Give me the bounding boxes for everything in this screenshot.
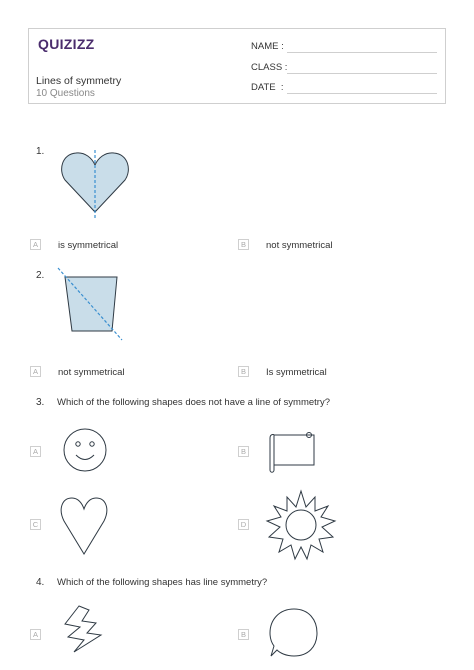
q2-option-b-box[interactable]: B	[238, 366, 249, 377]
q2-option-a-text[interactable]: not symmetrical	[58, 367, 125, 378]
q3-option-d-box[interactable]: D	[238, 519, 249, 530]
q3-option-c-box[interactable]: C	[30, 519, 41, 530]
lightning-bolt-icon[interactable]	[60, 604, 106, 654]
heart-with-symmetry-line-icon	[60, 150, 130, 220]
q4-option-a-box[interactable]: A	[30, 629, 41, 640]
q1-option-a-box[interactable]: A	[30, 239, 41, 250]
question-1-number: 1.	[36, 146, 45, 157]
q3-option-a-box[interactable]: A	[30, 446, 41, 457]
smiley-face-icon[interactable]	[62, 427, 110, 475]
q1-option-b-box[interactable]: B	[238, 239, 249, 250]
q1-option-b-text[interactable]: not symmetrical	[266, 240, 333, 251]
q4-option-b-box[interactable]: B	[238, 629, 249, 640]
question-2-number: 2.	[36, 270, 45, 281]
speech-bubble-icon[interactable]	[266, 606, 322, 662]
heart-outline-icon[interactable]	[58, 495, 112, 557]
class-field-line[interactable]	[287, 73, 437, 74]
question-4-number: 4.	[36, 577, 45, 588]
q1-option-a-text[interactable]: is symmetrical	[58, 240, 119, 251]
question-3-number: 3.	[36, 397, 45, 408]
q2-option-b-text[interactable]: Is symmetrical	[266, 367, 327, 378]
worksheet-header	[28, 28, 446, 104]
worksheet-title: Lines of symmetry	[36, 75, 122, 87]
q3-option-b-box[interactable]: B	[238, 446, 249, 457]
name-field-line[interactable]	[287, 52, 437, 53]
trapezoid-with-diagonal-line-icon	[56, 266, 136, 346]
question-4-text: Which of the following shapes has line symmetry?	[57, 577, 268, 588]
q2-option-a-box[interactable]: A	[30, 366, 41, 377]
sun-icon[interactable]	[266, 489, 338, 561]
class-label: CLASS :	[251, 62, 288, 73]
date-label: DATE :	[251, 82, 284, 93]
date-field-line[interactable]	[287, 93, 437, 94]
quizizz-logo: QUIZIZZ	[38, 36, 95, 52]
scroll-icon[interactable]	[268, 430, 318, 474]
question-count: 10 Questions	[36, 88, 95, 99]
question-3-text: Which of the following shapes does not have a line of symmetry?	[57, 397, 331, 408]
name-label: NAME :	[251, 41, 284, 52]
